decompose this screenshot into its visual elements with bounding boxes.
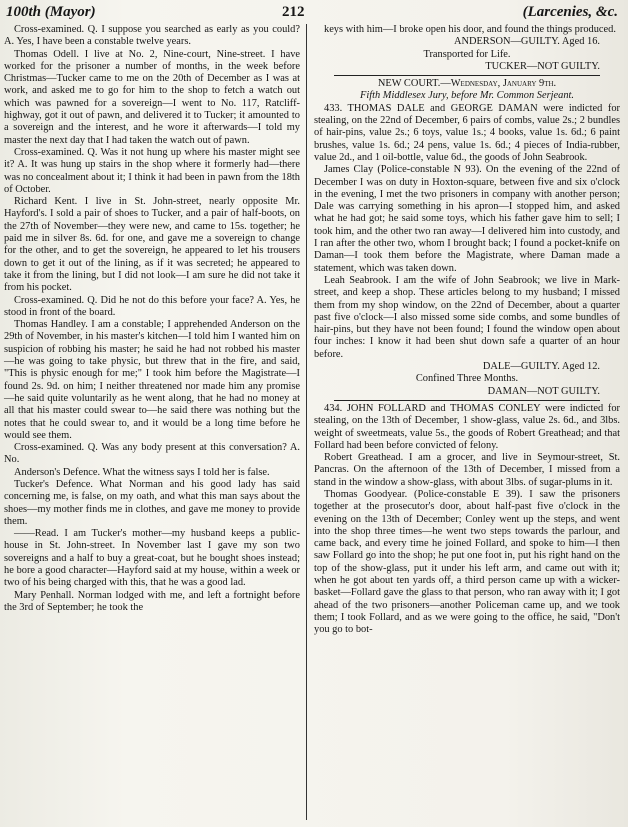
paragraph: Tucker's Defence. What Norman and his good lady has said concerning me, is false, on my oath, and what this man says about the shoes—my mother finds me in clothes, and gave me money to provide them. <box>4 478 300 527</box>
verdict: ANDERSON—GUILTY. Aged 16. <box>453 36 600 48</box>
paragraph: Cross-examined. Q. I suppose you searched as early as you could? A. Yes, I have been a constable twelve years. <box>4 24 300 48</box>
paragraph: Leah Seabrook. I am the wife of John Seabrook; we live in Mark-street, and keep a shop. These articles belong to my husband; I missed them from my shop window, on the 22nd of December, about a quarter past five o'clock—I also missed some side combs, and some bundles of hair-pins, but they have not been found; I found the window open about four inches: I know it had been shut down safe a quarter of an hour before. <box>314 274 620 360</box>
case-paragraph: 434. JOHN FOLLARD and THOMAS CONLEY were indicted for stealing, on the 13th of December, 1 show-glass, value 2s. 6d., and 3lbs. weight of sweetmeats, value 5s., the goods of Robert Greathead; and that Follard had been before convicted of felony. <box>314 402 620 451</box>
paragraph: keys with him—I broke open his door, and found the things produced. <box>324 24 616 35</box>
verdict: DALE—GUILTY. Aged 12. <box>482 361 600 373</box>
right-column <box>314 24 620 824</box>
sentence: Transported for Life. <box>423 48 511 60</box>
court-heading: NEW COURT.—Wednesday, January 9th. <box>377 78 557 90</box>
paragraph: Cross-examined. Q. Was it not hung up where his master might see it? A. It was hung up stairs in the shop where it formerly had—there was no concealment about it; I think it had been in pawn from the 18th of October. <box>4 146 300 195</box>
paragraph: Cross-examined. Q. Was any body present at this conversation? A. No. <box>4 442 300 466</box>
page-header <box>0 3 628 23</box>
divider-line <box>334 400 600 401</box>
jury-heading: Fifth Middlesex Jury, before Mr. Common Serjeant. <box>359 90 575 102</box>
verdict: TUCKER—NOT GUILTY. <box>485 60 600 72</box>
column-divider <box>306 24 307 820</box>
paragraph: Anderson's Defence. What the witness says I told her is false. <box>14 466 270 478</box>
paragraph: Richard Kent. I live in St. John-street, nearly opposite Mr. Hayford's. I sold a pair of shoes to Tucker, and a pair of half-boots, on the 27th of November—they were new, and came to 15s. together; he paid me in silver 8s. 6d. for one, and gave me a sovereign to change for the other, and to get the sovereign, he appeared to let his trousers down to get it out of the lining, as if it was secreted; he appeared to take it from the lining, but I did not look—I am sure he did not take it from his pocket. <box>4 196 300 294</box>
paragraph: ——Read. I am Tucker's mother—my husband keeps a public-house in St. John-street. In November last I gave my son two sovereigns and a half to buy a great-coat, but he bought shoes instead; he bore a good character—Hayford said at my house, within a week or two of his being charged with this, that he was a good lad. <box>4 528 300 589</box>
paragraph: Robert Greathead. I am a grocer, and live in Seymour-street, St. Pancras. On the afternoon of the 13th of December, I missed from a stand in the window a show-glass, with about 3lbs. of sugar-plums in it. <box>314 452 620 488</box>
paragraph: Thomas Odell. I live at No. 2, Nine-court, Nine-street. I have worked for the prisoner a number of months, in the week before Christmas—Tucker came to me on the 20th of December as I was at work, and asked me to go for him to the shop to fetch a watch out which was pawned for a sovereign—I went to No. 117, Ratcliff-highway, got it out of pawn, and delivered it to Tucker; it amounted to a sovereign and the interest, and he wore it afterwards—I told my master the next day that I had taken the watch out of pawn. <box>4 48 300 146</box>
left-column <box>4 24 300 824</box>
header-right: (Larcenies, &c. <box>522 4 618 20</box>
paragraph: Mary Penhall. Norman lodged with me, and left a fortnight before the 3rd of September; he took the <box>4 589 300 613</box>
case-paragraph: 433. THOMAS DALE and GEORGE DAMAN were indicted for stealing, on the 22nd of December, 6 pairs of combs, value 2s.; 2 bundles of hair-pins, value 2s.; 6 toys, value 1s.; 4 books, value 1s. 6d.; 6 paint brushes, value 1s. 6d.; 24 pens, value 1s. 6d.; 4 pieces of India-rubber, value 2d., and 1 oil-bottle, value 6d., the goods of John Seabrook. <box>314 102 620 163</box>
paragraph: Thomas Handley. I am a constable; I apprehended Anderson on the 29th of November, in his master's kitchen—I told him I wanted him on suspicion of robbing his master; he said he had not robbed his master—he was going to take physic, but threw that in the fire, and said, "This is physic enough for me;" I took him before the Magistrate—I found 2s. 9d. on him; I neither threatened nor made him any promise—he said quite voluntarily as he went along, that he had no money at all that his master could swear to—he said there was nothing but the notes that he could swear to, and it would be a long time before he would see them. <box>4 319 300 441</box>
header-left: 100th (Mayor) <box>6 4 96 20</box>
page-number: 212 <box>282 4 305 20</box>
paragraph: Thomas Goodyear. (Police-constable E 39). I saw the prisoners together at the prosecutor's door, about half-past five o'clock in the evening on the 13th of December; Conley went up the steps, and went into the shop three times—he went two steps towards the parlour, and came back, and every time he joined Follard, and spoke to him—I then saw Follard go into the shop; he put one foot in, put his right hand on the top of the show-glass, put it under his left arm, and came out with it; when he got about ten yards off, a third person came up with a wicker-basket—Follard gave the glass to that person, who ran away with it; I got ahead of the two prisoners—another Policeman came up, and we took them; I took Follard, and as we were going to the office, he said, "Don't you go to bot- <box>314 488 620 636</box>
paragraph: Cross-examined. Q. Did he not do this before your face? A. Yes, he stood in front of the board. <box>4 294 300 318</box>
verdict: DAMAN—NOT GUILTY. <box>487 385 600 397</box>
divider-line <box>334 75 600 76</box>
paragraph: James Clay (Police-constable N 93). On the evening of the 22nd of December I was on duty in Hoxton-square, between five and six o'clock in the evening, I met the two prisoners in company with another person; Dale was carrying something in his apron—I stopped him, and asked what he had got; he said some toys, which his father gave him to sell; I took him, and the other two ran away—I delivered him into custody, and I ran after the other two, whom I brought back; I found a pocket-knife on Daman—I took them before the Magistrate, where Daman made a statement, which was taken down. <box>314 164 620 274</box>
sentence: Confined Three Months. <box>415 373 519 385</box>
